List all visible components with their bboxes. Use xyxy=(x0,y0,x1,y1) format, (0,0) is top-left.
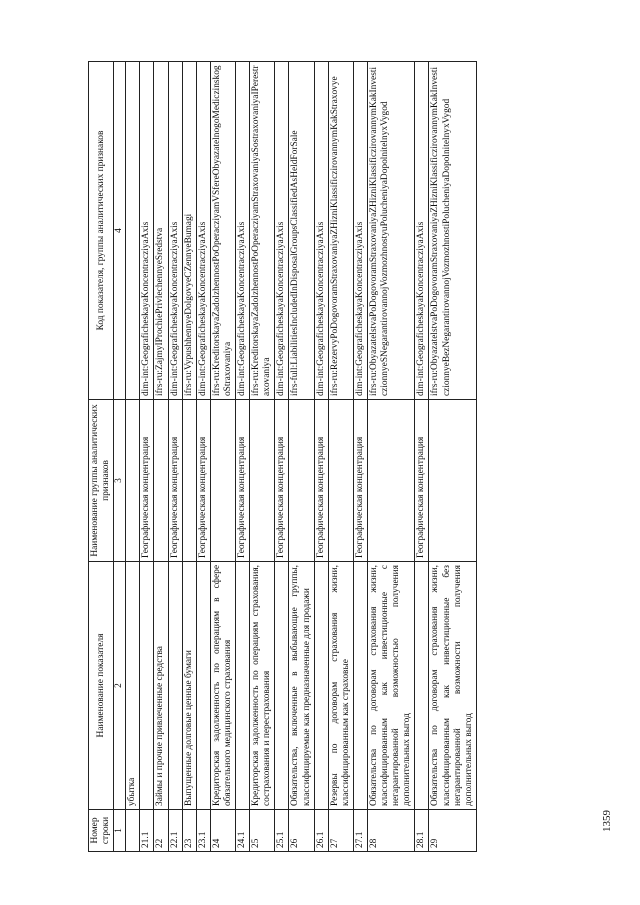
indicator-code-cell: dim-int:GeograficheskayaKoncentracziyaAxis xyxy=(314,62,328,400)
indicator-name-cell xyxy=(415,562,429,810)
indicator-name-cell: Займы и прочие привлеченные средства xyxy=(154,562,168,810)
row-number-cell xyxy=(126,810,140,852)
group-name-cell: Географическая концентрация xyxy=(353,400,367,562)
row-number-cell: 22.1 xyxy=(168,810,182,852)
indicator-name-cell: Обязательства, включенные в выбывающие группы, классифицируемые как предназначенные для продажи xyxy=(289,562,314,810)
indicator-name-cell xyxy=(168,562,182,810)
group-name-cell xyxy=(154,400,168,562)
table-row xyxy=(140,62,154,852)
row-number-cell: 28.1 xyxy=(415,810,429,852)
table-row xyxy=(275,62,289,852)
indicator-name-cell xyxy=(236,562,250,810)
indicator-name-cell: Выпущенные долговые ценные бумаги xyxy=(182,562,196,810)
indicator-name-cell: Кредиторская задолженность по операциям страхования, сострахования и перестрахования xyxy=(250,562,275,810)
indicator-code-cell: dim-int:GeograficheskayaKoncentracziyaAxis xyxy=(168,62,182,400)
group-name-cell: Географическая концентрация xyxy=(275,400,289,562)
rotated-page-content xyxy=(88,62,477,852)
indicator-code-cell: ifrs-ru:KreditorskayaZadolzhennostPoOperacziyamVSfereObyazatelnogoMediczinskogoStraxovaniya xyxy=(210,62,235,400)
indicator-code-cell: ifrs-ru:ObyazatelstvaPoDogovoramStraxovaniyaZHizniKlassificzirovannymKakInvesticzionnyeSNegarantirovannojVozmozhnostyuPolucheniyaDopolnitelnyxVygod xyxy=(367,62,414,400)
indicator-code-cell: ifrs-ru:RezervyPoDogovoramStraxovaniyaZHizniKlassificzirovannymKakStraxovye xyxy=(328,62,353,400)
group-name-cell: Географическая концентрация xyxy=(140,400,154,562)
indicator-code-cell xyxy=(126,62,140,400)
group-name-cell: Географическая концентрация xyxy=(168,400,182,562)
group-name-cell xyxy=(328,400,353,562)
header-indicator-code: Код показателя, группы аналитических признаков xyxy=(89,62,114,400)
row-number-cell: 24.1 xyxy=(236,810,250,852)
table-row xyxy=(314,62,328,852)
row-number-cell: 23.1 xyxy=(196,810,210,852)
table-row xyxy=(154,62,168,852)
table-row xyxy=(328,62,353,852)
page-number: 1359 xyxy=(601,810,613,832)
table-row xyxy=(289,62,314,852)
group-name-cell: Географическая концентрация xyxy=(415,400,429,562)
table-row xyxy=(196,62,210,852)
row-number-cell: 26.1 xyxy=(314,810,328,852)
row-number-cell: 21.1 xyxy=(140,810,154,852)
row-number-cell: 26 xyxy=(289,810,314,852)
indicator-name-cell: Кредиторская задолженность по операциям в сфере обязательного медицинского страхования xyxy=(210,562,235,810)
indicator-code-cell: dim-int:GeograficheskayaKoncentracziyaAxis xyxy=(236,62,250,400)
indicator-code-cell: ifrs-ru:VypushhennyeDolgovyeCZennyeBumagi xyxy=(182,62,196,400)
group-name-cell xyxy=(367,400,414,562)
row-number-cell: 28 xyxy=(367,810,414,852)
table-row xyxy=(353,62,367,852)
row-number-cell: 25.1 xyxy=(275,810,289,852)
indicator-code-cell: ifrs-ru:ObyazatelstvaPoDogovoramStraxovaniyaZHizniKlassificzirovannymKakInvesticzionnyeBezNegarantirovannojVozmozhnostiPolucheniyaDopolnitelnyxVygod xyxy=(429,62,476,400)
indicator-code-cell: ifrs-ru:ZajmyIProchiePrivlechennyeSredstva xyxy=(154,62,168,400)
group-name-cell xyxy=(182,400,196,562)
header-group-name: Наименование группы аналитических признаков xyxy=(89,400,114,562)
column-number: 2 xyxy=(114,562,126,810)
table-row xyxy=(415,62,429,852)
header-row-number: Номер строки xyxy=(89,810,114,852)
indicator-name-cell xyxy=(353,562,367,810)
row-number-cell: 23 xyxy=(182,810,196,852)
group-name-cell xyxy=(210,400,235,562)
row-number-cell: 27 xyxy=(328,810,353,852)
table-row xyxy=(367,62,414,852)
table-row xyxy=(126,62,140,852)
indicator-code-cell: ifrs-ru:KreditorskayaZadolzhennostPoOperacziyamStraxovaniyaSostraxovaniyaIPerestraxovaniya xyxy=(250,62,275,400)
group-name-cell: Географическая концентрация xyxy=(196,400,210,562)
indicator-name-cell: Резервы по договорам страхования жизни, классифицированным как страховые xyxy=(328,562,353,810)
indicator-code-cell: dim-int:GeograficheskayaKoncentracziyaAxis xyxy=(275,62,289,400)
indicator-code-cell: ifrs-full:LiabilitiesIncludedInDisposalGroupsClassifiedAsHeldForSale xyxy=(289,62,314,400)
indicator-code-cell: dim-int:GeograficheskayaKoncentracziyaAxis xyxy=(196,62,210,400)
row-number-cell: 22 xyxy=(154,810,168,852)
group-name-cell xyxy=(126,400,140,562)
table-row xyxy=(250,62,275,852)
row-number-cell: 27.1 xyxy=(353,810,367,852)
group-name-cell xyxy=(250,400,275,562)
indicator-code-cell: dim-int:GeograficheskayaKoncentracziyaAxis xyxy=(140,62,154,400)
indicator-name-cell: Обязательства по договорам страхования жизни, классифицированным как инвестиционные с негарантированной возможностью получения дополнительных выгод xyxy=(367,562,414,810)
indicator-code-cell: dim-int:GeograficheskayaKoncentracziyaAxis xyxy=(353,62,367,400)
row-number-cell: 25 xyxy=(250,810,275,852)
row-number-cell: 29 xyxy=(429,810,476,852)
column-number: 1 xyxy=(114,810,126,852)
group-name-cell: Географическая концентрация xyxy=(314,400,328,562)
indicator-name-cell xyxy=(140,562,154,810)
indicator-name-cell xyxy=(196,562,210,810)
table-row xyxy=(210,62,235,852)
column-number: 3 xyxy=(114,400,126,562)
indicator-name-cell xyxy=(314,562,328,810)
header-indicator-name: Наименование показателя xyxy=(89,562,114,810)
indicator-name-cell: Обязательства по договорам страхования жизни, классифицированным как инвестиционные без негарантированной возможности получения дополнительных выгод xyxy=(429,562,476,810)
table-row xyxy=(168,62,182,852)
group-name-cell xyxy=(289,400,314,562)
group-name-cell: Географическая концентрация xyxy=(236,400,250,562)
table-row xyxy=(236,62,250,852)
table-row xyxy=(429,62,476,852)
column-number: 4 xyxy=(114,62,126,400)
indicator-name-cell xyxy=(275,562,289,810)
column-number-row xyxy=(114,62,126,852)
group-name-cell xyxy=(429,400,476,562)
indicator-table xyxy=(88,61,477,852)
table-row xyxy=(182,62,196,852)
indicator-code-cell: dim-int:GeograficheskayaKoncentracziyaAxis xyxy=(415,62,429,400)
table-body xyxy=(126,62,477,852)
table-header-row xyxy=(89,62,114,852)
indicator-name-cell: убытка xyxy=(126,562,140,810)
row-number-cell: 24 xyxy=(210,810,235,852)
